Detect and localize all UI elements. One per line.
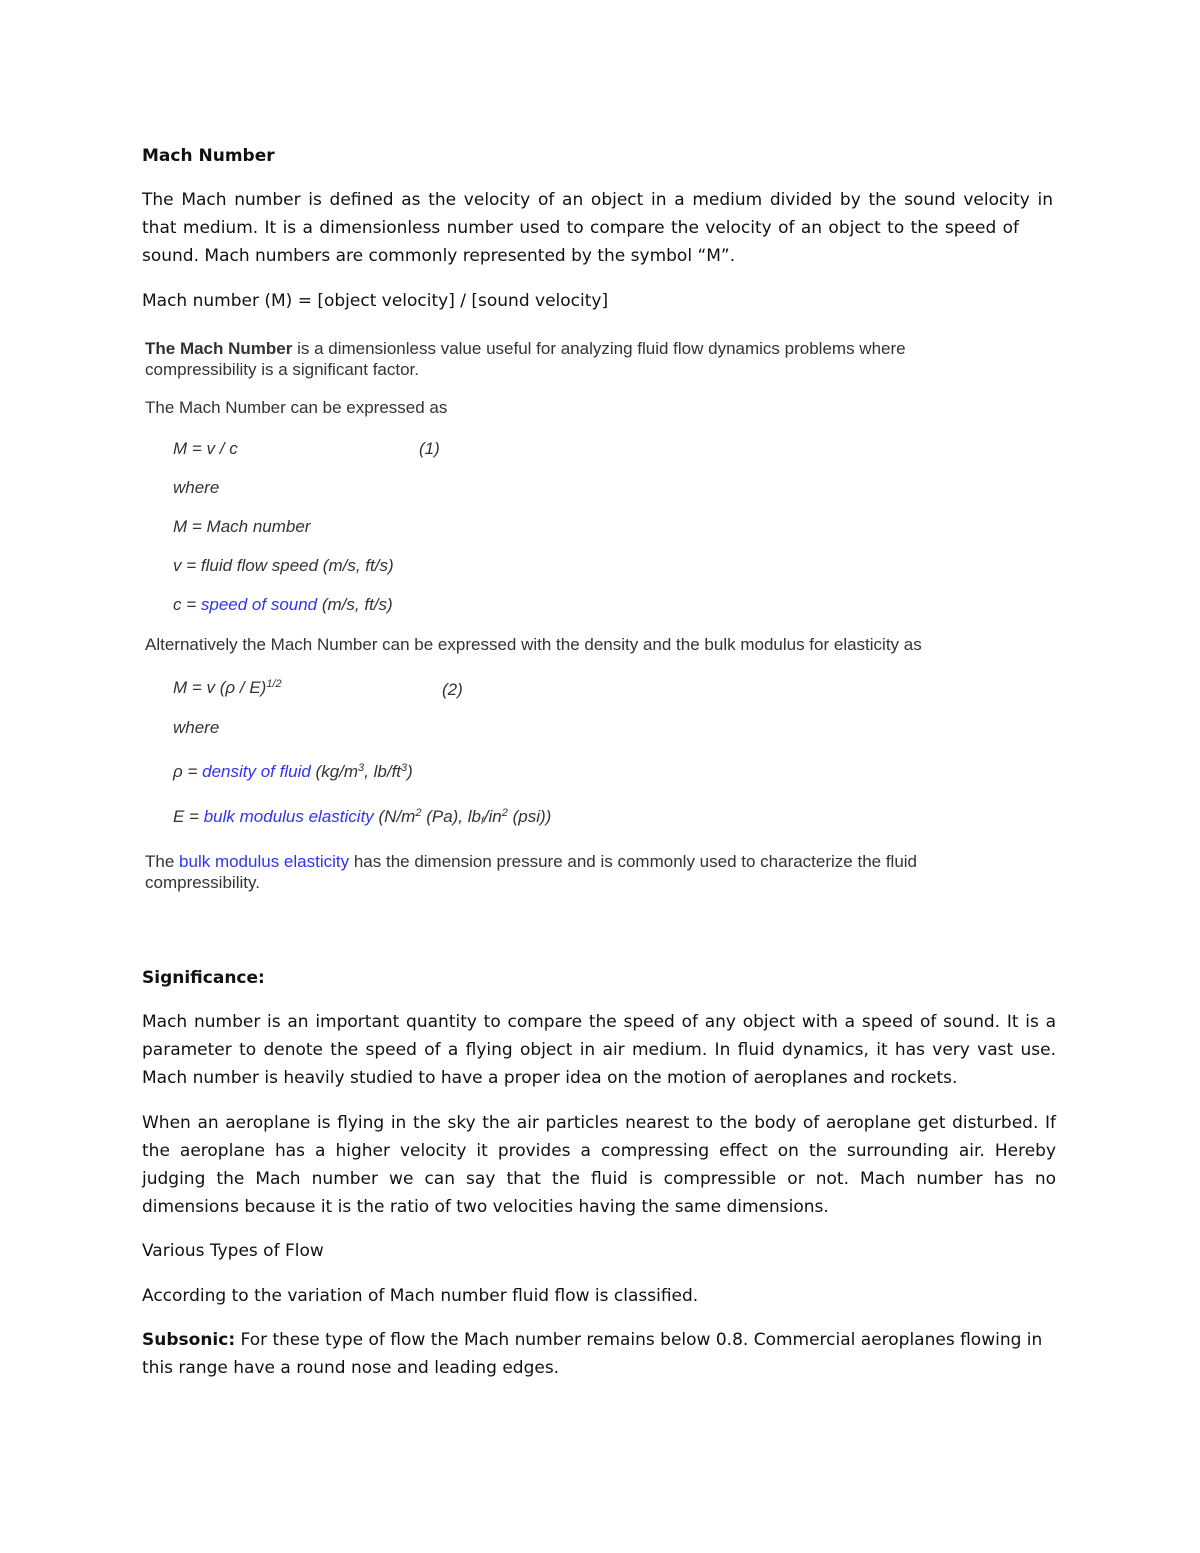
definition-c: [173, 595, 393, 615]
significance-para1-line-1: Mach number is an important quantity to compare the speed of any object with a speed of sound. It is a: [142, 1012, 1056, 1032]
definition-e-subscript: f: [481, 816, 484, 827]
definition-e: [173, 807, 551, 827]
definition-e-units-a: (N/m: [373, 807, 416, 826]
excerpt-closing-line-2: compressibility.: [145, 873, 260, 892]
significance-para1-line-2: parameter to denote the speed of a flying object in air medium. In fluid dynamics, it has very vast use.: [142, 1040, 1056, 1060]
subsonic-line-2: this range have a round nose and leading edges.: [142, 1358, 560, 1378]
excerpt-closing-rest: has the dimension pressure and is commonly used to characterize the fluid: [349, 852, 918, 871]
subsonic-text: For these type of flow the Mach number remains below 0.8. Commercial aeroplanes flowing in: [235, 1330, 1043, 1350]
definition-rho-units-c: ): [407, 762, 413, 781]
definition-rho: [173, 762, 413, 782]
intro-line-3: sound. Mach numbers are commonly represented by the symbol “M”.: [142, 246, 736, 266]
definition-rho-exponent-2: 3: [401, 762, 408, 774]
density-of-fluid-link[interactable]: density of fluid: [202, 762, 311, 781]
significance-para2-line-3: judging the Mach number we can say that the fluid is compressible or not. Mach number has no: [142, 1169, 1056, 1189]
intro-line-1: The Mach number is defined as the velocity of an object in a medium divided by the sound velocity in: [142, 190, 1053, 210]
subsonic-line-1: [142, 1330, 1042, 1350]
definition-e-units-c: /in: [483, 807, 502, 826]
equation-2-exponent: 1/2: [266, 678, 282, 690]
intro-line-2: that medium. It is a dimensionless number used to compare the velocity of an object to the speed of: [142, 218, 1019, 238]
significance-para2-line-4: dimensions because it is the ratio of two velocities having the same dimensions.: [142, 1197, 829, 1217]
excerpt-closing-prefix: The: [145, 852, 180, 871]
significance-para2-line-2: the aeroplane has a higher velocity it provides a compressing effect on the surrounding air. Hereby: [142, 1141, 1056, 1161]
excerpt-lead-bold: The Mach Number: [145, 339, 293, 358]
definition-e-exponent-1: 2: [415, 807, 422, 819]
significance-para1-line-3: Mach number is heavily studied to have a proper idea on the motion of aeroplanes and rockets.: [142, 1068, 958, 1088]
definition-m: M = Mach number: [173, 517, 311, 536]
significance-para2-line-1: When an aeroplane is flying in the sky the air particles nearest to the body of aeroplane get disturbed. If: [142, 1113, 1056, 1133]
bulk-modulus-elasticity-link[interactable]: bulk modulus elasticity: [179, 852, 350, 871]
equation-2: [173, 678, 282, 698]
definition-rho-prefix: ρ =: [173, 762, 203, 781]
flow-types-heading: Various Types of Flow: [142, 1241, 324, 1261]
excerpt-lead-rest: is a dimensionless value useful for analyzing fluid flow dynamics problems where: [292, 339, 906, 358]
excerpt-expressed-as: The Mach Number can be expressed as: [145, 398, 448, 417]
excerpt-lead-line-1: [145, 339, 906, 359]
equation-1-number: (1): [419, 439, 440, 458]
speed-of-sound-link[interactable]: speed of sound: [200, 595, 318, 614]
definition-rho-units-b: , lb/ft: [364, 762, 402, 781]
definition-v: v = fluid flow speed (m/s, ft/s): [173, 556, 394, 575]
equation-1: M = v / c: [173, 439, 238, 458]
definition-e-units-d: (psi)): [507, 807, 552, 826]
definition-rho-units-a: (kg/m: [310, 762, 359, 781]
definition-e-units-b: (Pa), lb: [421, 807, 481, 826]
definition-c-prefix: c =: [173, 595, 201, 614]
equation-2-number: (2): [442, 680, 463, 699]
excerpt-closing-line-1: [145, 852, 917, 872]
excerpt-alternatively: Alternatively the Mach Number can be expressed with the density and the bulk modulus for elasticity as: [145, 635, 922, 654]
mach-formula-text: Mach number (M) = [object velocity] / [sound velocity]: [142, 291, 609, 311]
where-label-1: where: [173, 478, 220, 497]
significance-heading: Significance:: [142, 968, 265, 988]
where-label-2: where: [173, 718, 220, 737]
definition-e-prefix: E =: [173, 807, 204, 826]
definition-e-exponent-2: 2: [501, 807, 508, 819]
document-title: Mach Number: [142, 146, 275, 166]
excerpt-lead-line-2: compressibility is a significant factor.: [145, 360, 419, 379]
bulk-modulus-link[interactable]: bulk modulus elasticity: [203, 807, 374, 826]
definition-c-units: (m/s, ft/s): [317, 595, 393, 614]
definition-rho-exponent-1: 3: [358, 762, 365, 774]
flow-types-intro: According to the variation of Mach number fluid flow is classified.: [142, 1286, 699, 1306]
subsonic-label: Subsonic:: [142, 1330, 236, 1350]
equation-2-body: M = v (ρ / E): [173, 678, 267, 697]
